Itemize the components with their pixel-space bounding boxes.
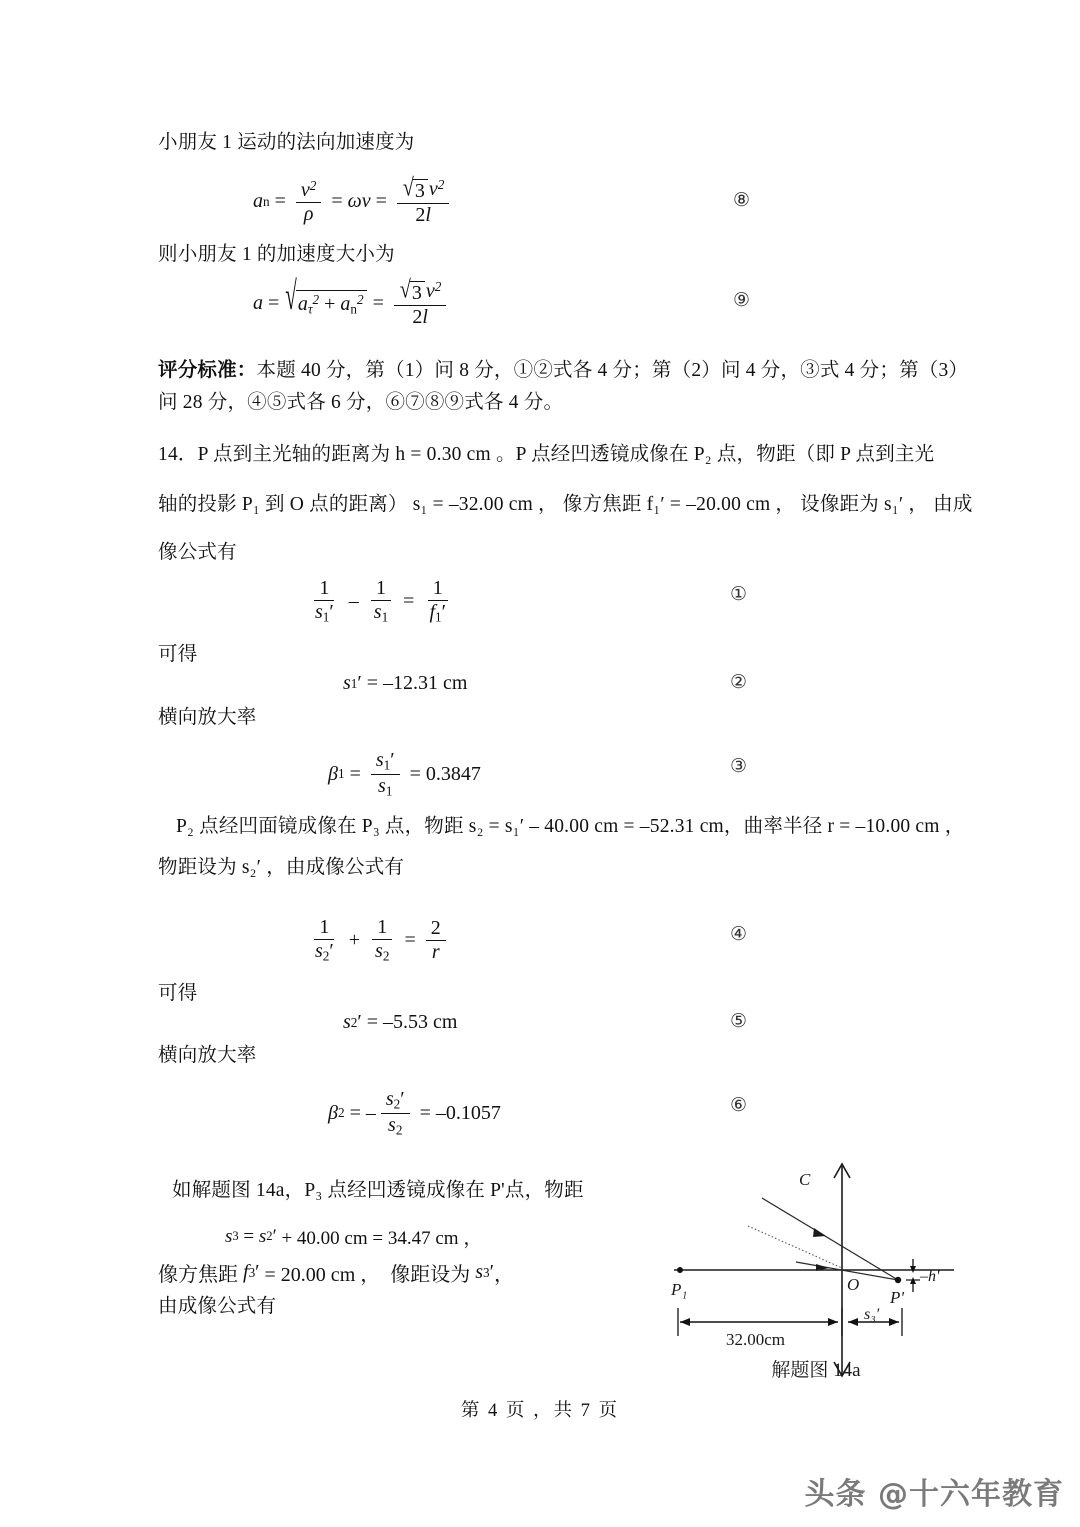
equation-number-4: ④	[730, 923, 748, 945]
grading-criteria-text-1: 本题 40 分，第（1）问 8 分，①②式各 4 分；第（2）问 4 分，③式 4 分；第（3）	[256, 360, 969, 381]
point-p1-marker	[677, 1267, 683, 1273]
problem-14-paragraph-2-line-1: P₂ 点经凹面镜成像在 P₃ 点，物距 s₂ = s₁′ – 40.00 cm = –52.31 cm，曲率半径 r = –10.00 cm ，	[176, 816, 965, 837]
image-focal-value: = 20.00 cm ，	[264, 1264, 381, 1286]
magnification-label-1: 横向放大率	[158, 707, 257, 728]
equation-number-8: ⑧	[733, 189, 751, 211]
equation-1: $\frac{1}{s_1'}$ – $\frac{1}{s_1}$ = $\frac{1}{f_1'}$	[315, 577, 446, 625]
grading-criteria-line-1	[158, 361, 968, 381]
page-footer: 第 4 页 ，共 7 页	[460, 1401, 620, 1421]
figure-dimension-s3: s₃′	[864, 1306, 880, 1323]
dim-main-arrow-left-icon	[680, 1318, 690, 1326]
equation-s3-value: + 40.00 cm = 34.47 cm ，	[281, 1228, 483, 1249]
equation-number-1: ①	[730, 583, 748, 605]
equation-3: β 1 = $\frac{s_1'}{s_1}$ = 0.3847	[328, 749, 481, 799]
keyi-label-1: 可得	[158, 644, 198, 665]
grading-criteria-line-2: 问 28 分，④⑤式各 6 分，⑥⑦⑧⑨式各 4 分。	[158, 392, 564, 413]
dim-s3-arrow-right-icon	[889, 1318, 899, 1326]
watermark: 头条 @十六年教育	[804, 1477, 1064, 1512]
problem-14-text-line-1: 14．P 点到主光轴的距离为 h = 0.30 cm 。P 点经凹透镜成像在 P₂ 点，物距（即 P 点到主光	[158, 444, 935, 465]
equation-number-3: ③	[730, 755, 748, 777]
figure-caption: 解题图 14a	[771, 1360, 861, 1381]
figure-label-p1: P₁	[671, 1280, 688, 1299]
point-p-prime-marker	[895, 1277, 901, 1283]
equation-2-value: = –12.31 cm	[366, 672, 468, 694]
magnification-label-2: 横向放大率	[158, 1045, 257, 1066]
equation-number-6: ⑥	[730, 1094, 748, 1116]
paragraph-total-acceleration: 则小朋友 1 的加速度大小为	[158, 244, 395, 265]
image-focal-label: 像方焦距	[158, 1264, 238, 1286]
problem-14-paragraph-2-line-2: 物距设为 s₂′ ，由成像公式有	[158, 857, 405, 878]
keyi-label-2: 可得	[158, 983, 198, 1004]
equation-6-value: = –0.1057	[419, 1101, 501, 1124]
equation-9: a = √ $a_\tau^2 + a_n^2$ = √ 3 $v^2$ 2l	[253, 280, 451, 328]
virtual-ray-dotted	[748, 1226, 842, 1268]
equation-s3: s 3 = s 2 ′ + 40.00 cm = 34.47 cm ，	[225, 1223, 482, 1250]
figure-label-h-prime: –h'	[920, 1268, 940, 1285]
equation-5-value: = –5.53 cm	[366, 1011, 458, 1033]
figure-dimension-main: 32.00cm	[726, 1330, 786, 1349]
equation-number-5: ⑤	[730, 1010, 748, 1032]
equation-4: $\frac{1}{s_2'}$ + $\frac{1}{s_2}$ = $\frac{2}{r}$	[305, 917, 451, 964]
dim-main-arrow-right-icon	[828, 1318, 838, 1326]
grading-criteria-label: 评分标准：	[158, 360, 257, 381]
equation-8: a n = $\frac{v^2}{\rho}$ = ωv = √ 3 $v^2$ 2l	[253, 178, 454, 226]
problem-14-paragraph-3-line-3: 由成像公式有	[158, 1296, 277, 1317]
equation-6: β 2 = – $\frac{s_2'}{s_2}$ = –0.1057	[328, 1088, 501, 1138]
paragraph-normal-acceleration: 小朋友 1 运动的法向加速度为	[158, 132, 415, 153]
equation-3-value: = 0.3847	[409, 762, 481, 785]
equation-2: s 1 ′ = –12.31 cm	[343, 672, 468, 694]
equation-number-2: ②	[730, 671, 748, 693]
equation-number-9: ⑨	[733, 289, 751, 311]
problem-14-paragraph-3-line-1: 如解题图 14a，P₃ 点经凹透镜成像在 P'点，物距	[172, 1180, 584, 1201]
figure-label-c: C	[799, 1170, 811, 1189]
ray-direction-arrow-upper-icon	[813, 1228, 826, 1237]
image-distance-label: 像距设为	[390, 1264, 471, 1286]
figure-label-p-prime: P'	[890, 1288, 905, 1307]
problem-14-text-line-3: 像公式有	[158, 542, 237, 563]
figure-label-o: O	[847, 1275, 860, 1294]
problem-14-text-line-2: 轴的投影 P₁ 到 O 点的距离） s₁ = –32.00 cm ， 像方焦距 f₁′ = –20.00 cm ， 设像距为 s₁′ ， 由成	[158, 494, 973, 515]
problem-14-paragraph-3-line-2: 像方焦距 f 3 ′ = 20.00 cm ， 像距设为 s 3 ′ ，	[158, 1258, 514, 1287]
equation-5: s 2 ′ = –5.53 cm	[343, 1011, 458, 1033]
dim-s3-arrow-left-icon	[848, 1318, 858, 1326]
